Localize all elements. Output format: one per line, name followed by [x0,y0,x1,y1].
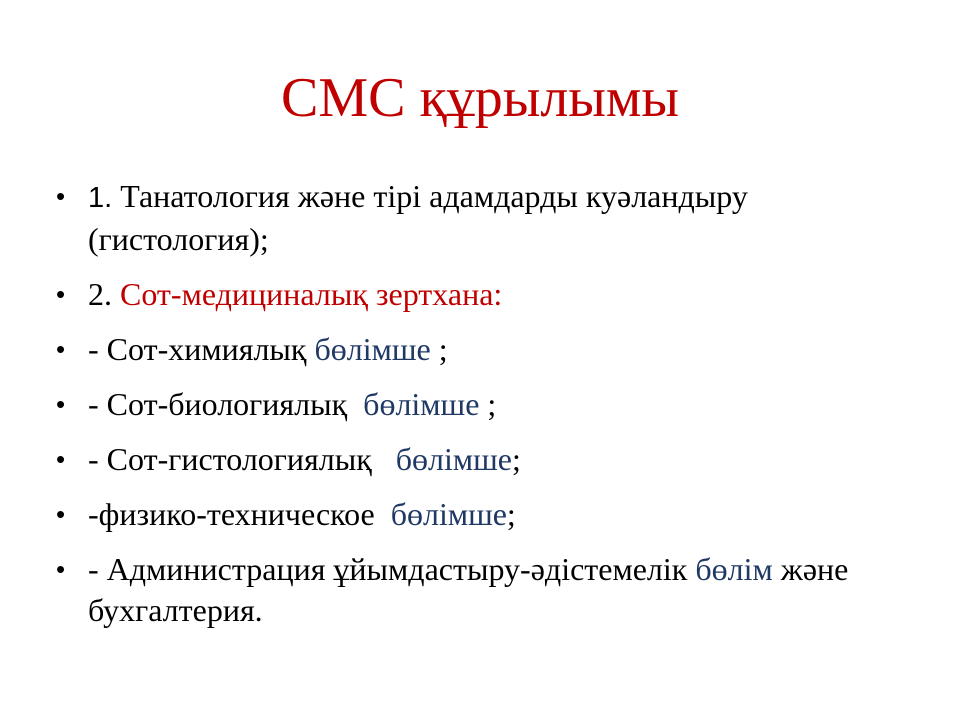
item-text: - Сот-биологиялық [88,386,364,422]
item-suffix: ; [430,331,448,367]
bullet-item-6 [54,494,914,535]
item-suffix: ; [479,386,497,422]
item-text: Танатология және тірі адамдарды куәландыру (гистология); [88,178,748,257]
bullet-icon: • [56,554,66,584]
slide-title: СМС құрылымы [281,67,679,129]
bullet-item-3 [54,329,914,370]
item-text: - Сот-химиялық [88,331,315,367]
bullet-item-1 [54,176,914,260]
bullet-item-2 [54,274,914,315]
item-accent: бөлімше [390,496,507,532]
item-text: - Сот-гистологиялық [88,441,396,477]
bullet-icon: • [56,334,66,364]
item-suffix: ; [506,496,516,532]
bullet-item-7 [54,549,914,631]
item-text-highlight: Сот-медициналық зертхана: [120,276,503,312]
item-number: 1. [88,182,113,214]
item-text: -физико-техническое [88,496,391,532]
item-suffix: ; [512,441,521,477]
item-text: - Администрация ұйымдастыру-әдістемелік [88,551,696,587]
bullet-item-4 [54,384,914,425]
bullet-icon: • [56,499,66,529]
bullet-item-5 [54,439,914,480]
item-accent: бөлім [695,551,773,587]
bullet-icon: • [56,181,66,211]
item-accent: бөлімше [395,441,512,477]
item-accent: бөлімше [314,331,431,367]
bullet-list [54,176,914,645]
bullet-icon: • [56,389,66,419]
item-accent: бөлімше [363,386,480,422]
item-suffix: және бухгалтерия. [88,551,849,628]
item-number: 2. [88,276,120,312]
bullet-icon: • [56,279,66,309]
bullet-icon: • [56,444,66,474]
